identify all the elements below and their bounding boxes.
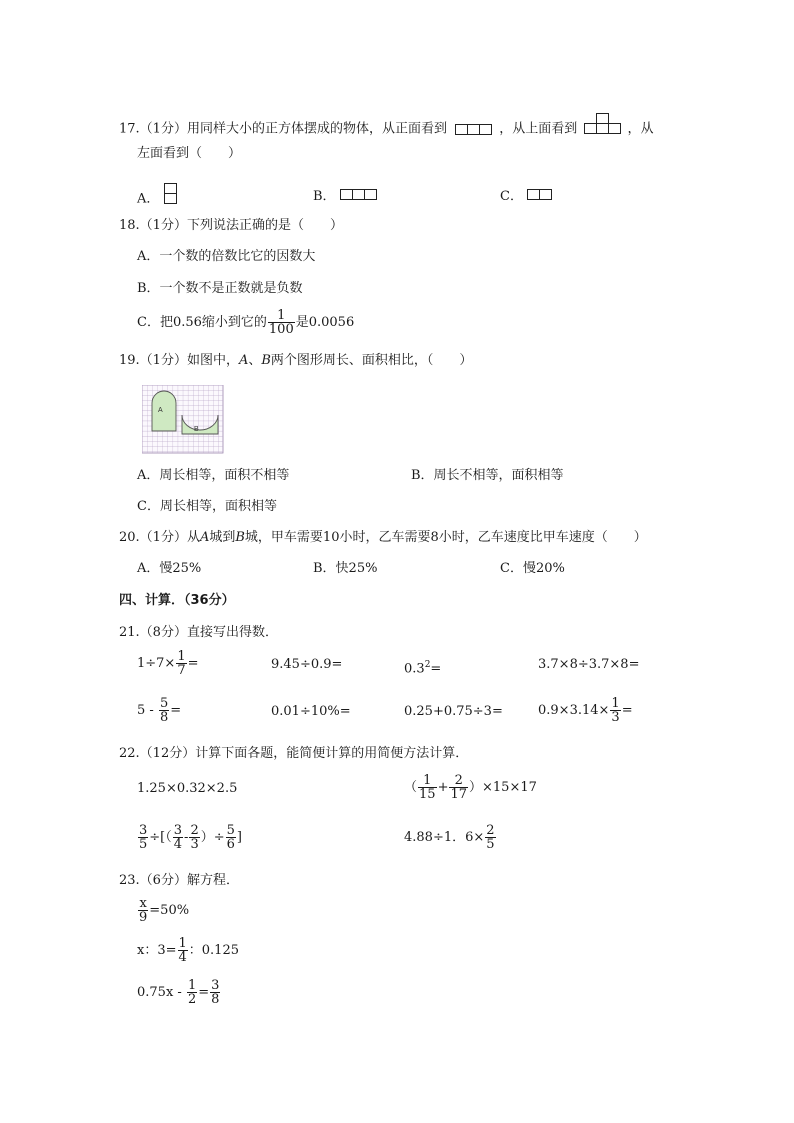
q18-fraction-num: 1 <box>268 309 295 323</box>
q23-eq3-n1: 1 <box>187 978 197 993</box>
q18-option-a: A．一个数的倍数比它的因数大 <box>137 249 316 264</box>
top-view-figure <box>584 113 620 133</box>
q21-stem: 21.（8分）直接写出得数． <box>119 625 278 640</box>
q21-e8-den: 3 <box>611 710 620 725</box>
q20-option-a: A．慢25% <box>137 561 202 576</box>
q18-stem: 18.（1分）下列说法正确的是（ ） <box>119 218 343 233</box>
q21-e1-fraction <box>176 650 186 677</box>
q21-expr-6: 0.01÷10%= <box>271 704 351 719</box>
q17-option-a-label: A． <box>137 191 160 207</box>
q23-eq3-frac2 <box>210 979 220 1006</box>
q22-p2-n1: 1 <box>418 774 437 788</box>
q21-e5-pre: 5 - <box>137 703 158 718</box>
q20-city-a: A <box>199 530 210 545</box>
q21-e5-num: 5 <box>159 696 169 711</box>
q22-p4-num: 2 <box>486 823 495 838</box>
q22-p3-n1: 3 <box>139 823 148 838</box>
q22-p2-frac1 <box>418 774 437 801</box>
q22-p3-mid2: ）÷ <box>200 830 225 845</box>
q22-p3-d1: 5 <box>139 837 148 852</box>
q20-stem-mid: 城到 <box>209 530 236 545</box>
q22-p4-fraction <box>485 824 495 851</box>
q18-option-b: B．一个数不是正数就是负数 <box>137 281 303 296</box>
q21-expr-4: 3.7×8÷3.7×8= <box>538 657 640 672</box>
q17-text-b: ，从上面看到 <box>499 121 578 137</box>
q21-expr-2: 9.45÷0.9= <box>271 657 343 672</box>
q22-p2-plus: + <box>437 780 449 795</box>
q23-eq2-num: 1 <box>178 936 187 951</box>
q21-expr-7: 0.25+0.75÷3= <box>404 704 503 719</box>
shape-a-label: A <box>158 407 163 414</box>
q23-eq1-post: =50% <box>149 903 190 918</box>
q21-expr-8 <box>538 697 633 724</box>
q18-option-c-post: 是0.0056 <box>295 315 355 330</box>
q21-e1-num: 1 <box>177 649 186 664</box>
q17-text-c: ，从 <box>627 121 654 137</box>
q17-stem-line1 <box>119 119 654 139</box>
q23-equation-3 <box>137 979 221 1006</box>
q23-eq1-fraction <box>138 897 148 924</box>
q21-expr-3 <box>404 657 441 677</box>
q22-p3-d2: 4 <box>173 837 183 852</box>
q22-p3-frac3 <box>189 824 199 851</box>
q23-equation-1 <box>137 897 189 924</box>
shape-a <box>152 391 176 431</box>
q23-eq3-frac1 <box>187 979 197 1006</box>
q21-e1-post: = <box>187 656 199 671</box>
q22-p4-den: 5 <box>486 837 495 852</box>
q23-eq2-pre: x：3= <box>137 943 177 958</box>
q21-e8-num: 1 <box>611 696 620 711</box>
q21-e3-base: 0.3 <box>404 661 425 677</box>
q18-option-c-pre: C．把0.56缩小到它的 <box>137 315 267 330</box>
q21-e8-pre: 0.9×3.14× <box>538 703 610 718</box>
q23-equation-2 <box>137 937 239 964</box>
q22-p3-frac2 <box>173 824 183 851</box>
q22-p2-n2: 2 <box>449 774 468 788</box>
q22-p3-frac1 <box>138 824 148 851</box>
q21-e5-post: = <box>170 703 182 718</box>
q21-e5-den: 8 <box>159 710 169 725</box>
q21-e3-exp: 2 <box>424 660 431 670</box>
q22-p3-n4: 5 <box>226 823 235 838</box>
option-c-figure <box>527 189 551 199</box>
q19-stem-pre: 19.（1分）如图中， <box>119 353 239 368</box>
q21-e8-fraction <box>610 697 620 724</box>
q19-stem-b: B <box>261 353 271 368</box>
q19-stem-post: 两个图形周长、面积相比，（ ） <box>270 353 473 368</box>
q18-fraction-den: 100 <box>268 322 294 337</box>
q22-p2-post: ）×15×17 <box>469 780 537 795</box>
q22-p3-n2: 3 <box>173 823 183 838</box>
q22-p2-d1: 15 <box>419 787 436 802</box>
q17-option-a <box>137 189 176 209</box>
q22-p3-d3: 3 <box>190 837 199 852</box>
q23-eq2-den: 4 <box>178 950 187 965</box>
q23-stem: 23.（6分）解方程． <box>119 873 239 888</box>
q22-p3-mid1: ÷[（ <box>149 830 172 845</box>
q22-p3-minus: - <box>184 830 189 845</box>
q23-eq3-pre: 0.75x - <box>137 985 186 1000</box>
q23-eq2-post: ：0.125 <box>188 943 239 958</box>
q22-p3-frac4 <box>226 824 236 851</box>
q22-problem-2 <box>404 774 537 801</box>
q17-option-b-label: B． <box>313 189 336 204</box>
q21-e8-post: = <box>621 703 633 718</box>
front-view-figure <box>455 124 491 134</box>
q23-eq3-d2: 8 <box>211 992 220 1007</box>
q23-eq2-fraction <box>178 937 188 964</box>
section-title: 四、计算．（36分） <box>119 593 235 608</box>
q21-e3-post: = <box>430 661 442 677</box>
q22-p2-frac2 <box>449 774 468 801</box>
q19-grid-figure <box>142 385 224 454</box>
q18-fraction <box>268 309 295 336</box>
option-a-figure <box>164 183 176 203</box>
q21-e5-fraction <box>159 697 169 724</box>
q22-problem-4 <box>404 824 497 851</box>
q17-option-c <box>500 189 551 205</box>
q21-expr-5 <box>137 697 181 724</box>
q19-stem <box>119 353 472 369</box>
q20-option-c: C．慢20% <box>500 561 565 576</box>
option-b-figure <box>340 189 376 199</box>
q23-eq1-den: 9 <box>139 910 148 925</box>
q20-stem-post: 城，甲车需要10小时，乙车需要8小时，乙车速度比甲车速度（ ） <box>244 530 647 545</box>
q21-e1-pre: 1÷7× <box>137 656 176 671</box>
q19-option-b: B．周长不相等，面积相等 <box>411 468 564 483</box>
q23-eq3-equals: = <box>198 985 210 1000</box>
shape-b-label: B <box>194 426 199 433</box>
q17-option-c-label: C． <box>500 189 523 204</box>
q22-p3-d4: 6 <box>226 837 235 852</box>
q19-option-a: A．周长相等，面积不相等 <box>137 468 290 483</box>
q21-expr-1 <box>137 650 199 677</box>
q19-stem-sep: 、 <box>248 353 262 368</box>
q18-option-c <box>137 309 354 336</box>
q22-p4-pre: 4.88÷1．6× <box>404 830 485 845</box>
q20-option-b: B．快25% <box>313 561 378 576</box>
q20-stem-pre: 20.（1分）从 <box>119 530 200 545</box>
q23-eq3-d1: 2 <box>187 992 197 1007</box>
q19-option-c: C．周长相等，面积相等 <box>137 499 277 514</box>
q23-eq1-num: x <box>139 896 147 911</box>
q20-city-b: B <box>235 530 245 545</box>
q20-stem <box>119 530 647 546</box>
q17-option-b <box>313 189 376 205</box>
q22-p3-n3: 2 <box>190 823 199 838</box>
q22-p3-close: ] <box>236 830 242 845</box>
q17-stem-line2: 左面看到（ ） <box>137 146 242 161</box>
q21-e1-den: 7 <box>177 663 186 678</box>
q22-p2-d2: 17 <box>450 787 468 802</box>
q22-stem: 22.（12分）计算下面各题，能简便计算的用简便方法计算． <box>119 746 469 761</box>
q22-problem-1: 1.25×0.32×2.5 <box>137 781 238 796</box>
q23-eq3-n2: 3 <box>211 978 220 993</box>
q19-stem-a: A <box>238 353 249 368</box>
q17-text-a: 17.（1分）用同样大小的正方体摆成的物体，从正面看到 <box>119 121 447 137</box>
q22-p2-open: （ <box>404 780 418 795</box>
q22-problem-3 <box>137 824 242 851</box>
